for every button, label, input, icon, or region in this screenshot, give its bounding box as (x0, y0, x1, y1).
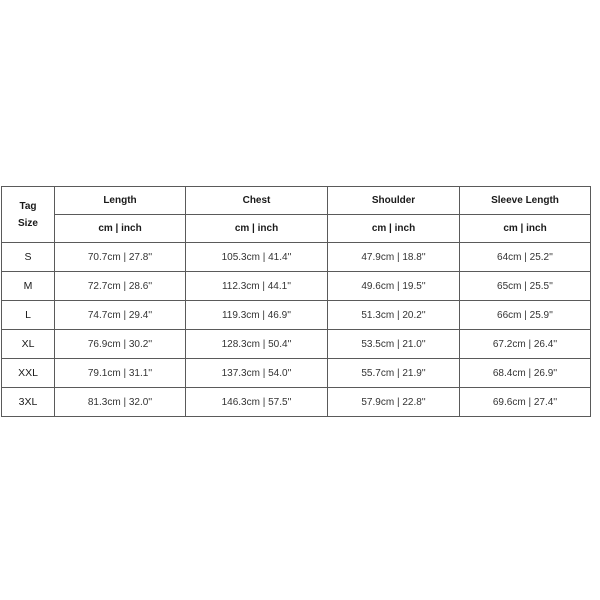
chest-value: 112.3cm | 44.1'' (186, 272, 328, 301)
size-label: S (2, 243, 55, 272)
length-value: 81.3cm | 32.0'' (55, 388, 186, 417)
sleeve-length-value: 67.2cm | 26.4'' (460, 330, 591, 359)
size-label: 3XL (2, 388, 55, 417)
unit-label: cm | inch (328, 215, 460, 243)
unit-label: cm | inch (55, 215, 186, 243)
table-row (2, 330, 591, 359)
chest-value: 146.3cm | 57.5'' (186, 388, 328, 417)
shoulder-value: 51.3cm | 20.2'' (328, 301, 460, 330)
length-value: 72.7cm | 28.6'' (55, 272, 186, 301)
header-row (2, 187, 591, 215)
chest-value: 128.3cm | 50.4'' (186, 330, 328, 359)
unit-label: cm | inch (186, 215, 328, 243)
shoulder-value: 53.5cm | 21.0'' (328, 330, 460, 359)
column-header-length: Length (55, 187, 186, 215)
table-row (2, 359, 591, 388)
chest-value: 137.3cm | 54.0'' (186, 359, 328, 388)
length-value: 74.7cm | 29.4'' (55, 301, 186, 330)
chest-value: 105.3cm | 41.4'' (186, 243, 328, 272)
sleeve-length-value: 65cm | 25.5'' (460, 272, 591, 301)
size-label: XL (2, 330, 55, 359)
column-header-shoulder: Shoulder (328, 187, 460, 215)
unit-row (2, 215, 591, 243)
shoulder-value: 55.7cm | 21.9'' (328, 359, 460, 388)
sleeve-length-value: 69.6cm | 27.4'' (460, 388, 591, 417)
shoulder-value: 57.9cm | 22.8'' (328, 388, 460, 417)
sleeve-length-value: 66cm | 25.9'' (460, 301, 591, 330)
sleeve-length-value: 68.4cm | 26.9'' (460, 359, 591, 388)
length-value: 76.9cm | 30.2'' (55, 330, 186, 359)
shoulder-value: 47.9cm | 18.8'' (328, 243, 460, 272)
column-header-sleeve-length: Sleeve Length (460, 187, 591, 215)
table-row (2, 272, 591, 301)
tag-header-line-2: Size (17, 217, 38, 229)
table-row (2, 388, 591, 417)
length-value: 70.7cm | 27.8'' (55, 243, 186, 272)
size-label: L (2, 301, 55, 330)
size-label: XXL (2, 359, 55, 388)
length-value: 79.1cm | 31.1'' (55, 359, 186, 388)
unit-label: cm | inch (460, 215, 591, 243)
size-label: M (2, 272, 55, 301)
tag-header-line-1: Tag (19, 200, 37, 212)
chest-value: 119.3cm | 46.9'' (186, 301, 328, 330)
table-row (2, 243, 591, 272)
column-header-chest: Chest (186, 187, 328, 215)
tag-size-header (2, 187, 55, 243)
sleeve-length-value: 64cm | 25.2'' (460, 243, 591, 272)
table-row (2, 301, 591, 330)
shoulder-value: 49.6cm | 19.5'' (328, 272, 460, 301)
size-chart-table (1, 186, 591, 417)
